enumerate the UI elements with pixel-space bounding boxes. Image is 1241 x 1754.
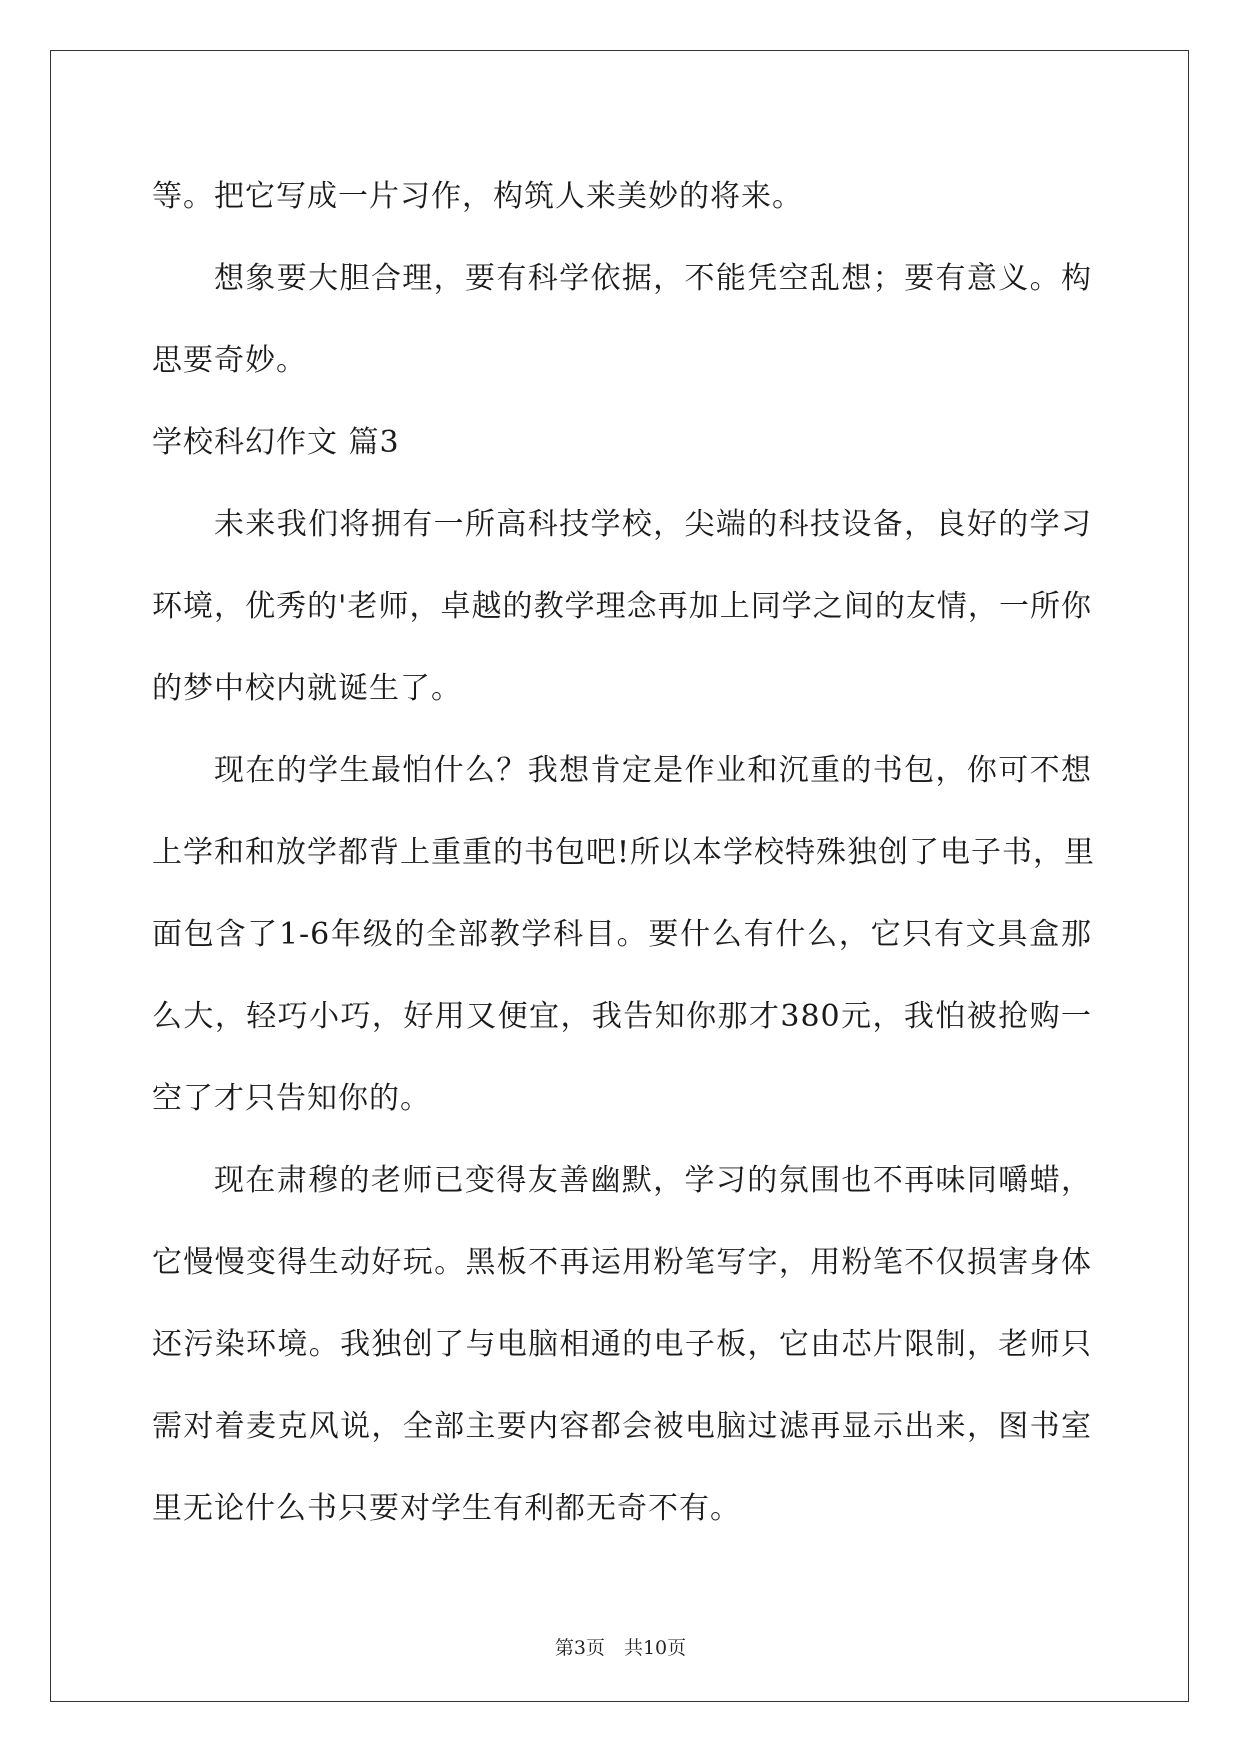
paragraph-first-line: 现在的学生最怕什么？我想肯定是作业和沉重的书包，你可不想 (214, 753, 1092, 788)
text-line: 面包含了1-6年级的全部教学科目。要什么有什么，它只有文具盒那 (152, 917, 1092, 952)
paragraph-first-line: 未来我们将拥有一所高科技学校，尖端的科技设备，良好的学习 (214, 507, 1092, 542)
text-line: 上学和和放学都背上重重的书包吧!所以本学校特殊独创了电子书，里 (152, 835, 1096, 870)
text-line: 还污染环境。我独创了与电脑相通的电子板，它由芯片限制，老师只 (152, 1327, 1092, 1362)
text-line: 需对着麦克风说，全部主要内容都会被电脑过滤再显示出来，图书室 (152, 1409, 1092, 1444)
text-line: 它慢慢变得生动好玩。黑板不再运用粉笔写字，用粉笔不仅损害身体 (152, 1245, 1092, 1280)
text-line: 思要奇妙。 (152, 343, 307, 378)
document-body (152, 156, 1096, 1550)
text-line: 环境，优秀的'老师，卓越的教学理念再加上同学之间的友情，一所你 (152, 589, 1092, 624)
text-line: 么大，轻巧小巧，好用又便宜，我告知你那才380元，我怕被抢购一 (152, 999, 1092, 1034)
page-number-footer: 第3页 共10页 (554, 1637, 687, 1659)
text-line: 空了才只告知你的。 (152, 1081, 431, 1116)
text-line: 等。把它写成一片习作，构筑人来美妙的将来。 (152, 179, 803, 214)
text-line: 里无论什么书只要对学生有利都无奇不有。 (152, 1491, 741, 1526)
section-heading: 学校科幻作文 篇3 (152, 425, 400, 460)
paragraph-first-line: 想象要大胆合理，要有科学依据，不能凭空乱想；要有意义。构 (214, 261, 1092, 296)
text-line: 的梦中校内就诞生了。 (152, 671, 462, 706)
paragraph-first-line: 现在肃穆的老师已变得友善幽默，学习的氛围也不再味同嚼蜡， (214, 1163, 1092, 1198)
